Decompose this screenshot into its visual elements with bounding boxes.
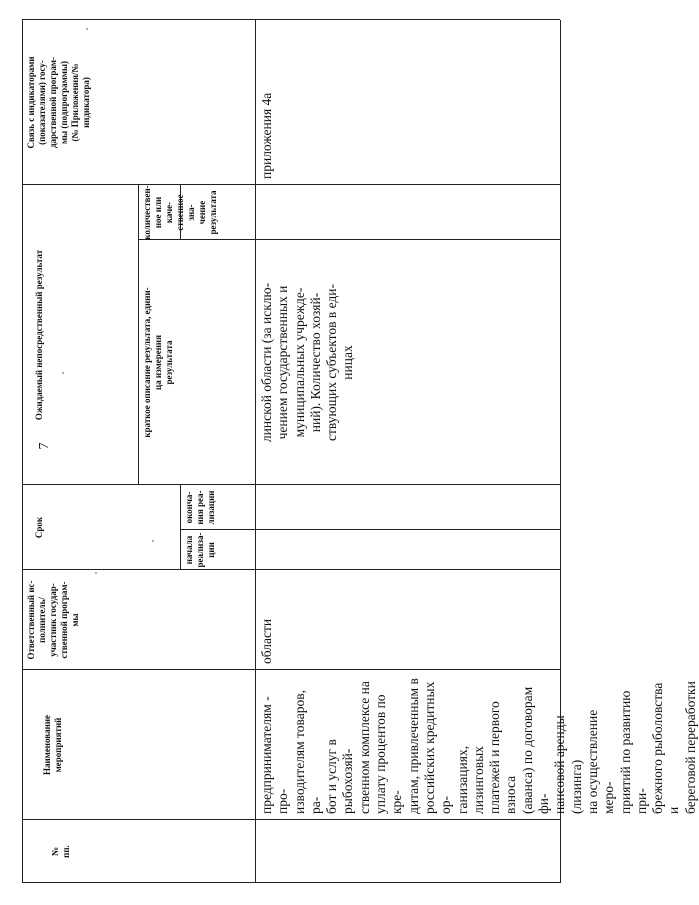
header-expected-result: Ожидаемый непосредственный результат bbox=[34, 249, 44, 421]
row-number bbox=[259, 820, 556, 883]
row-measure-name: предпринимателям - про- изводителям товаров, ра- бот и услуг в рыбохозяй- ственном комплексе на уплату процентов по кре- дитам, привлеченным в российских кредитных ор- ганизациях, лизинговых платежей и первого взноса (аванса) по договорам фи- нансовой аренды (лизинга) на осуществление меро- приятий по развитию при- брежного рыболовства и береговой переработки bbox=[259, 678, 698, 814]
header-indicator-link: Связь с индикаторами (показателями) госу- дарственной програм- мы (подпрограммы) (№ Приложения/№ индикатора) bbox=[26, 56, 91, 149]
table-rule bbox=[255, 20, 256, 883]
header-term: Срок bbox=[34, 516, 44, 539]
scan-speck bbox=[62, 372, 64, 374]
header-term-end: оконча- ния реа- лизации bbox=[184, 490, 216, 525]
scan-speck bbox=[86, 28, 88, 30]
header-result-description: краткое описание результата, едини- ца измерения результата bbox=[142, 287, 174, 438]
header-term-start: начала реализа- ции bbox=[184, 532, 216, 568]
row-term-start bbox=[259, 530, 299, 570]
scan-speck bbox=[152, 540, 154, 542]
header-number: № пп. bbox=[50, 845, 71, 858]
page-number: 7 bbox=[37, 442, 52, 450]
row-result-description: линской области (за исклю- чением государственных и муниципальных учрежде- ний). Количество хозяй- ствующих субъектов в еди- ницах bbox=[259, 282, 356, 443]
header-measures-name: Наименование мероприятий bbox=[42, 715, 63, 775]
row-executor: области bbox=[259, 618, 274, 664]
row-result-value bbox=[259, 185, 299, 240]
header-executor: Ответственный ис- полнитель/ участник государ- ственной програм- мы bbox=[26, 580, 80, 660]
header-result-value: количествен- ное или каче- ственное зна- чение результата bbox=[142, 185, 218, 240]
row-term-end bbox=[259, 485, 299, 530]
scan-speck bbox=[95, 572, 97, 574]
row-indicator-link: приложения 4а bbox=[259, 92, 274, 179]
